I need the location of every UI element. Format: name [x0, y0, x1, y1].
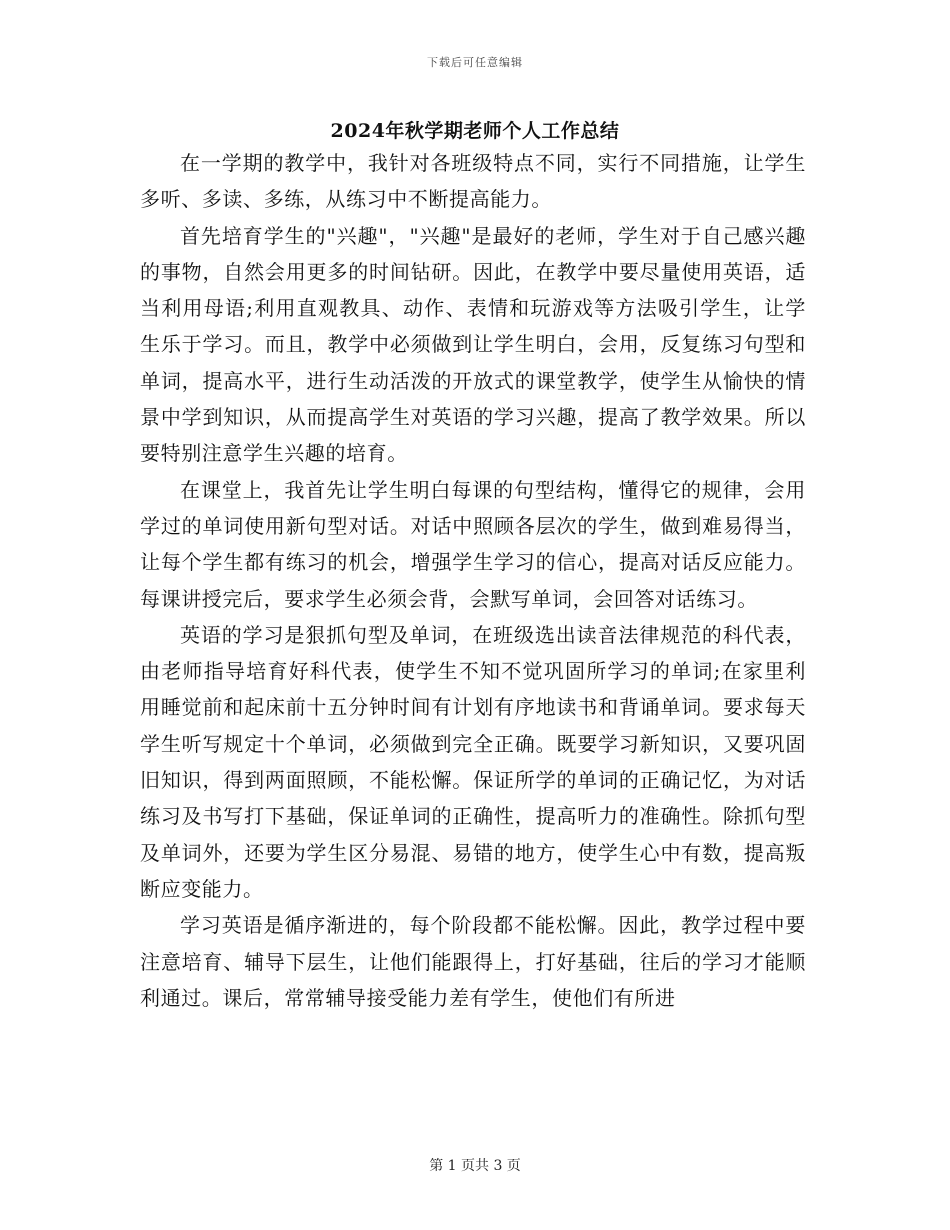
document-title: 2024年秋学期老师个人工作总结 [330, 120, 620, 142]
page-header-note: 下载后可任意编辑 [427, 56, 523, 69]
paragraph: 首先培育学生的"兴趣"，"兴趣"是最好的老师，学生对于自己感兴趣的事物，自然会用更多的时间钻研。因此，在教学中要尽量使用英语，适当利用母语;利用直观教具、动作、表情和玩游戏等方法吸引学生，让学生乐于学习。而且，教学中必须做到让学生明白，会用，反复练习句型和单词，提高水平，进行生动活泼的开放式的课堂教学，使学生从愉快的情景中学到知识，从而提高学生对英语的学习兴趣，提高了教学效果。所以要特别注意学生兴趣的培育。 [140, 223, 806, 466]
document-body [140, 145, 806, 1016]
paragraph: 学习英语是循序渐进的，每个阶段都不能松懈。因此，教学过程中要注意培育、辅导下层生，让他们能跟得上，打好基础，往后的学习才能顺利通过。课后，常常辅导接受能力差有学生，使他们有所进 [140, 913, 806, 1010]
paragraph: 在课堂上，我首先让学生明白每课的句型结构，懂得它的规律，会用学过的单词使用新句型对话。对话中照顾各层次的学生，做到难易得当，让每个学生都有练习的机会，增强学生学习的信心，提高对话反应能力。每课讲授完后，要求学生必须会背，会默写单词，会回答对话练习。 [140, 477, 806, 611]
paragraph: 在一学期的教学中，我针对各班级特点不同，实行不同措施，让学生多听、多读、多练，从练习中不断提高能力。 [140, 151, 806, 212]
page-number: 第 1 页共 3 页 [429, 1158, 521, 1174]
paragraph: 英语的学习是狠抓句型及单词，在班级选出读音法律规范的科代表，由老师指导培育好科代表，使学生不知不觉巩固所学习的单词;在家里利用睡觉前和起床前十五分钟时间有计划有序地读书和背诵单词。要求每天学生听写规定十个单词，必须做到完全正确。既要学习新知识，又要巩固旧知识，得到两面照顾，不能松懈。保证所学的单词的正确记忆，为对话练习及书写打下基础，保证单词的正确性，提高听力的准确性。除抓句型及单词外，还要为学生区分易混、易错的地方，使学生心中有数，提高叛断应变能力。 [140, 622, 806, 901]
